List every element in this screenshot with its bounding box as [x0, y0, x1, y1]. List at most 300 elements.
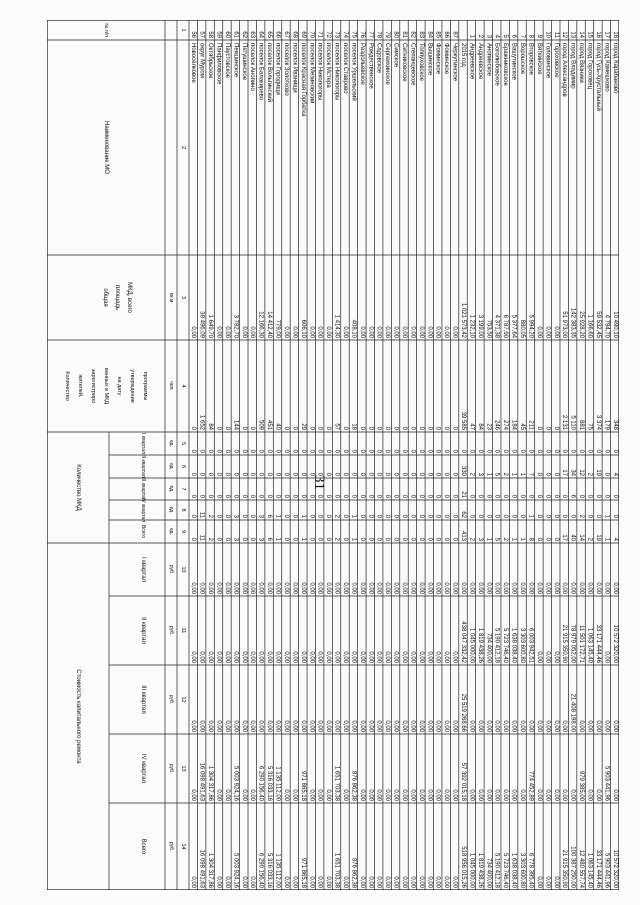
cell-value: 0,00 [223, 789, 230, 801]
cell-value: 5 316 033,16 [266, 852, 273, 888]
cell-value: 0 [527, 449, 534, 453]
cell-value: 0 [510, 449, 517, 453]
cell-value: 0,00 [358, 876, 365, 888]
header-residents-line: на дату [116, 376, 122, 396]
cell-name: город Камешково [603, 43, 610, 92]
cell-value: 1 [603, 514, 610, 518]
cell-value: 0,00 [215, 326, 222, 338]
cell-value: 0 [266, 449, 273, 453]
cell-value: 2 [333, 514, 340, 518]
cell-value: 0,00 [603, 720, 610, 732]
cell-value: 0 [519, 449, 526, 453]
cell-value: 2 131 [561, 414, 568, 430]
cell-value: 0 [207, 472, 214, 476]
cell-value: 0 [223, 449, 230, 453]
cell-value: 0,00 [215, 651, 222, 663]
cell-value: 0 [561, 514, 568, 518]
cell-value: 23 [485, 423, 492, 430]
cell-value: 40 [274, 423, 281, 430]
cell-value: 0,00 [308, 582, 315, 594]
cell-name: Панфиловское [215, 43, 222, 85]
cell-value: 0,00 [485, 720, 492, 732]
column-number: 3 [180, 295, 186, 300]
cell-value: 0,00 [417, 789, 424, 801]
cell-value: 64 [257, 31, 264, 38]
cell-value: 57 [333, 423, 340, 430]
cell-value: 3 [257, 514, 264, 518]
cell-name: Вышинское [426, 43, 433, 76]
cell-value: 0 [434, 537, 441, 541]
cell-value: 0 [392, 472, 399, 476]
cell-value: 0,00 [468, 789, 475, 801]
cell-value: 0 [493, 514, 500, 518]
cell-value: 0 [232, 494, 239, 498]
cell-value: 6 787,90 [502, 314, 509, 338]
header-area-line: МКД, всего [126, 282, 132, 313]
cell-value: 0 [223, 514, 230, 518]
cell-name: Гороховское [552, 43, 559, 78]
cell-value: 0,00 [451, 876, 458, 888]
cell-value: 87 [451, 31, 458, 38]
cell-value: 51 973,00 [561, 311, 568, 338]
cell-value: 0,00 [392, 720, 399, 732]
cell-value: 0,00 [341, 720, 348, 732]
cell-value: 0,00 [240, 789, 247, 801]
cell-value: 0,00 [417, 582, 424, 594]
cell-value: 10 [544, 31, 551, 38]
cell-value: 5 [493, 537, 500, 541]
cell-value: 0 [190, 426, 197, 430]
cell-value: 0 [586, 449, 593, 453]
cell-name: поселок Анопино [249, 43, 256, 91]
cell-value: 0 [426, 426, 433, 430]
cell-value: 0 [282, 426, 289, 430]
cell-value: 3 303 600,80 [519, 627, 526, 663]
cell-value: 4 [611, 472, 618, 476]
cell-value: 0,00 [325, 651, 332, 663]
cell-value: 0 [586, 514, 593, 518]
cell-value: 85 [434, 31, 441, 38]
cell-value: 0 [266, 472, 273, 476]
cell-value: 0 [367, 537, 374, 541]
cell-value: 0,00 [190, 582, 197, 594]
cell-value: 0,00 [544, 326, 551, 338]
cell-value: 0 [215, 494, 222, 498]
cell-value: 0 [291, 426, 298, 430]
cell-value: 0,00 [223, 876, 230, 888]
cell-value: 0 [325, 537, 332, 541]
cell-value: 60 [223, 31, 230, 38]
cell-value: 0 [325, 514, 332, 518]
cell-value: 5 723 746,40 [502, 852, 509, 888]
cell-value: 0 [434, 494, 441, 498]
cell-value: 0,00 [392, 789, 399, 801]
cell-name: Петушинское [240, 43, 247, 81]
cell-name: Андреевское [476, 43, 483, 80]
cell-name: Рождественское [367, 43, 374, 89]
cell-value: 3 [232, 537, 239, 541]
cell-value: 0 [426, 494, 433, 498]
cell-value: 6 778 395,40 [527, 852, 534, 888]
cell-value: 1 [485, 537, 492, 541]
cell-value: 79 [384, 31, 391, 38]
cell-value: 0,00 [476, 789, 483, 801]
cell-value: 0 [392, 514, 399, 518]
cell-name: Ворошское [519, 43, 526, 75]
cell-value: 33 171 444,46 [594, 624, 601, 663]
cell-value: 1 651 703,38 [333, 765, 340, 801]
cell-value: 0 [333, 494, 340, 498]
cell-value: 0 [223, 537, 230, 541]
cell-value: 0,00 [325, 326, 332, 338]
cell-value: 0,00 [535, 651, 542, 663]
cell-value: 0,00 [190, 876, 197, 888]
cell-value: 1 [527, 514, 534, 518]
cell-value: 25 519 268,66 [460, 693, 467, 732]
header-residents-line: ванных в МКД [103, 367, 109, 405]
cell-value: 0 [274, 494, 281, 498]
cell-value: 0,00 [282, 720, 289, 732]
cell-value: 0,00 [325, 876, 332, 888]
cell-value: 753,50 [485, 319, 492, 338]
cell-value: 56 [190, 31, 197, 38]
header-count-group: Количество МКД [75, 464, 81, 511]
cell-value: 0 [552, 494, 559, 498]
cell-value: 0,00 [333, 720, 340, 732]
cell-value: 1 304 317,86 [207, 765, 214, 801]
cell-value: 0,00 [316, 651, 323, 663]
cell-value: 1 649,70 [207, 314, 214, 338]
cell-value: 0 [249, 449, 256, 453]
cell-value: 0,00 [561, 720, 568, 732]
cell-value: 0,00 [510, 789, 517, 801]
cell-value: 0,00 [611, 720, 618, 732]
cell-value: 0 [611, 494, 618, 498]
cell-value: 67 [282, 31, 289, 38]
cell-value: 0,00 [384, 582, 391, 594]
cell-value: 0,00 [249, 720, 256, 732]
cell-value: 0 [198, 449, 205, 453]
cell-value: 0,00 [451, 789, 458, 801]
cell-value: 11 [552, 31, 559, 38]
cell-value: 16 [594, 31, 601, 38]
cell-value: 17 [561, 534, 568, 541]
cell-value: 0 [426, 472, 433, 476]
cell-value: 0 [476, 514, 483, 518]
cell-name: Черкутинское [451, 43, 458, 82]
cell-value: 1 232,10 [468, 314, 475, 338]
cell-value: 2 [578, 514, 585, 518]
cell-value: 1 063 145,40 [586, 627, 593, 663]
cell-value: 0,00 [257, 720, 264, 732]
cell-value: 0,00 [358, 789, 365, 801]
cell-value: 66 [274, 31, 281, 38]
cell-value: 0 [443, 472, 450, 476]
cell-value: 2 [502, 472, 509, 476]
cell-value: 0,00 [392, 582, 399, 594]
cell-value: 3 [476, 537, 483, 541]
cell-value: 21 408 198,00 [569, 693, 576, 732]
cell-value: 0 [417, 494, 424, 498]
cell-value: 0,00 [325, 582, 332, 594]
cell-value: 0,00 [341, 326, 348, 338]
cell-value: 0,00 [493, 720, 500, 732]
cell-value: 75 [350, 31, 357, 38]
cell-value: 0 [443, 494, 450, 498]
cell-value: 10 572 320,00 [611, 624, 618, 663]
header-area-line: площадь [114, 284, 120, 311]
cell-value: 876 862,38 [350, 770, 357, 801]
cell-name: поселок Красная Горбатка [299, 43, 306, 117]
cell-value: 0,00 [544, 720, 551, 732]
cell-name: город Гороховец [586, 43, 593, 90]
cell-name: Анопинское [485, 43, 492, 76]
cell-value: 68 [291, 31, 298, 38]
cell-value: 0,00 [223, 326, 230, 338]
cell-name: Октябрьское [207, 43, 214, 79]
cell-name: Раздольевское [358, 43, 365, 85]
cell-value: 0,00 [611, 582, 618, 594]
cell-value: 1 638 038,40 [510, 627, 517, 663]
cell-value: 0,00 [375, 720, 382, 732]
cell-value: 0 [460, 449, 467, 453]
cell-value: 274 [502, 419, 509, 430]
cell-value: 100 387 250,00 [569, 846, 576, 888]
cell-value: 1 819 438,26 [476, 627, 483, 663]
cell-value: 4 [611, 537, 618, 541]
column-number: 7 [180, 487, 186, 491]
cell-value: 0,00 [544, 789, 551, 801]
cell-value: 0,00 [232, 720, 239, 732]
cell-value: 0 [552, 472, 559, 476]
unit-label: ед. [168, 463, 174, 470]
cell-value: 0,00 [249, 876, 256, 888]
cell-value: 74 [341, 31, 348, 38]
cell-value: 0,00 [527, 720, 534, 732]
cell-value: 29 [299, 423, 306, 430]
header-q2: II квартал [140, 455, 146, 478]
cell-value: 0 [367, 514, 374, 518]
cell-value: 0 [434, 514, 441, 518]
cell-value: 9 [535, 34, 542, 38]
cell-value: 1 166,60 [586, 314, 593, 338]
cell-value: 82 [409, 31, 416, 38]
cell-value: 0,00 [426, 582, 433, 594]
cell-value: 0,00 [375, 651, 382, 663]
cell-value: 0,00 [207, 720, 214, 732]
cell-name: Сергеихинское [384, 43, 391, 85]
cell-value: 1 [468, 34, 475, 38]
cell-value: 0,00 [215, 876, 222, 888]
cell-value: 0,00 [249, 326, 256, 338]
cell-value: 0 [384, 426, 391, 430]
cell-value: 0 [333, 472, 340, 476]
cell-value: 971 865,18 [299, 770, 306, 801]
cell-value: 0 [215, 472, 222, 476]
cell-value: 0,00 [510, 720, 517, 732]
cell-name: поселок Иванищи [291, 43, 298, 93]
cell-value: 84 [426, 31, 433, 38]
header-name: Наименование МО [103, 121, 109, 174]
cell-value: 0,00 [443, 651, 450, 663]
cell-name: Фоминское [434, 43, 441, 75]
cell-value: 0,00 [207, 651, 214, 663]
cell-value: 0 [417, 537, 424, 541]
cell-value: 0 [443, 537, 450, 541]
cell-value: 0 [291, 514, 298, 518]
cell-value: 0,00 [215, 720, 222, 732]
cell-value: 5 190 412,18 [493, 627, 500, 663]
cell-value: 0 [367, 494, 374, 498]
cell-name: Вяткинское [535, 43, 542, 75]
cell-value: 0 [552, 537, 559, 541]
cell-value: 0 [198, 472, 205, 476]
cell-value: 0 [316, 449, 323, 453]
cell-value: 0,00 [367, 651, 374, 663]
cell-value: 5 723 746,40 [502, 627, 509, 663]
cell-value: 0 [308, 426, 315, 430]
cell-value: 58 [207, 31, 214, 38]
cell-value: 5 [493, 472, 500, 476]
cell-value: 0,00 [341, 651, 348, 663]
cell-value: 0 [502, 494, 509, 498]
cell-value: 8 [527, 34, 534, 38]
cell-value: 80 [392, 31, 399, 38]
cell-value: 12 166,30 [257, 311, 264, 338]
cell-value: 1 045 000,00 [468, 627, 475, 663]
cell-value: 25 928,20 [578, 311, 585, 338]
cell-value: 0 [594, 449, 601, 453]
cell-value: 0,00 [434, 720, 441, 732]
cell-value: 6 [266, 537, 273, 541]
cell-value: 0,00 [266, 720, 273, 732]
cell-value: 33 171 444,46 [594, 849, 601, 888]
cell-value: 0 [325, 494, 332, 498]
cell-value: 3 374 [594, 414, 601, 430]
cell-value: 0 [215, 426, 222, 430]
cell-value: 0 [493, 449, 500, 453]
cell-value: 0 [468, 514, 475, 518]
cell-value: 0 [240, 494, 247, 498]
cell-value: 2 [586, 472, 593, 476]
cell-value: 12 [561, 31, 568, 38]
cell-value: 0 [535, 537, 542, 541]
header-residents-line: зарегистриро [90, 368, 96, 404]
cell-value: 0 [468, 449, 475, 453]
cell-value: 0 [544, 426, 551, 430]
cell-name: поселок Уршельский [350, 43, 357, 101]
cell-value: 72 [325, 31, 332, 38]
header-total: Всего [140, 524, 146, 539]
cell-value: 19 [594, 534, 601, 541]
cell-value: 0 [316, 514, 323, 518]
cell-value: 0,00 [392, 326, 399, 338]
cell-value: 0 [232, 472, 239, 476]
column-number: 8 [180, 508, 186, 512]
cell-value: 971 865,18 [299, 857, 306, 888]
cell-value: 0 [535, 472, 542, 476]
cell-value: 0 [299, 494, 306, 498]
cell-value: 0 [316, 537, 323, 541]
cell-value: 1 [603, 537, 610, 541]
cell-value: 0 [308, 472, 315, 476]
cell-value: 0 [333, 449, 340, 453]
cell-value: 0 [350, 494, 357, 498]
cell-value: 0 [316, 426, 323, 430]
cell-value: 0,00 [299, 582, 306, 594]
cell-value: 0,00 [308, 876, 315, 888]
cell-value: 0 [190, 494, 197, 498]
cell-value: 0,00 [291, 651, 298, 663]
cell-name: Степанцевское [409, 43, 416, 86]
cell-name: поселок Мстера [325, 43, 332, 88]
cell-value: 734 400,00 [485, 632, 492, 663]
cell-value: 0,00 [401, 326, 407, 338]
unit-label: ед. [168, 485, 174, 493]
cell-value: 0,00 [611, 789, 618, 801]
cell-value: 0,00 [384, 789, 391, 801]
cell-value: 0,00 [434, 876, 441, 888]
cell-value: 0,00 [198, 582, 205, 594]
cell-value: 0 [434, 472, 441, 476]
cell-value: 0 [417, 426, 424, 430]
cell-value: 0,00 [207, 582, 214, 594]
cell-value: 0,00 [594, 789, 601, 801]
cell-value: 0,00 [417, 876, 424, 888]
header-total: Всего [140, 838, 146, 855]
cell-value: 0 [392, 537, 399, 541]
cell-value: 3 303 600,80 [519, 852, 526, 888]
cell-value: 0,00 [325, 789, 332, 801]
cell-value: 1 [519, 537, 526, 541]
cell-value: 0 [401, 537, 407, 541]
cell-value: 0,00 [468, 582, 475, 594]
cell-value: 0 [232, 449, 239, 453]
cell-name: поселок Золотково [282, 43, 289, 96]
cell-value: 0,00 [392, 876, 399, 888]
cell-name: поселок Городищи [274, 43, 281, 95]
header-area-line: общая [102, 288, 108, 307]
cell-value: 71 [316, 31, 323, 38]
cell-value: 0 [586, 494, 593, 498]
cell-value: 0,00 [409, 651, 416, 663]
cell-value: 0,00 [282, 651, 289, 663]
cell-value: 1 414,30 [333, 314, 340, 338]
cell-value: 76 [358, 31, 365, 38]
cell-value: 0,00 [215, 789, 222, 801]
cell-value: 348 [611, 419, 618, 430]
cell-value: 0,00 [274, 582, 281, 594]
cell-value: 57 392 015,18 [460, 762, 467, 801]
cell-name: округ Муром [198, 43, 205, 78]
cell-value: 70 [308, 31, 315, 38]
cell-value: 1 304 317,86 [207, 852, 214, 888]
cell-value: 0 [544, 449, 551, 453]
cell-value: 1 135 112,00 [274, 766, 281, 801]
cell-value: 0,00 [367, 720, 374, 732]
cell-value: 0 [274, 472, 281, 476]
cell-value: 73 [333, 31, 340, 38]
cell-value: 0 [544, 472, 551, 476]
cell-value: 0,00 [417, 326, 424, 338]
cell-value: 881 [578, 419, 585, 430]
cell-value: 0,00 [417, 720, 424, 732]
cell-value: 0,00 [223, 720, 230, 732]
cell-value: 0 [350, 449, 357, 453]
cell-value: 0 [316, 472, 323, 476]
cell-value: 0 [502, 449, 509, 453]
cell-value: 17 [603, 31, 610, 38]
